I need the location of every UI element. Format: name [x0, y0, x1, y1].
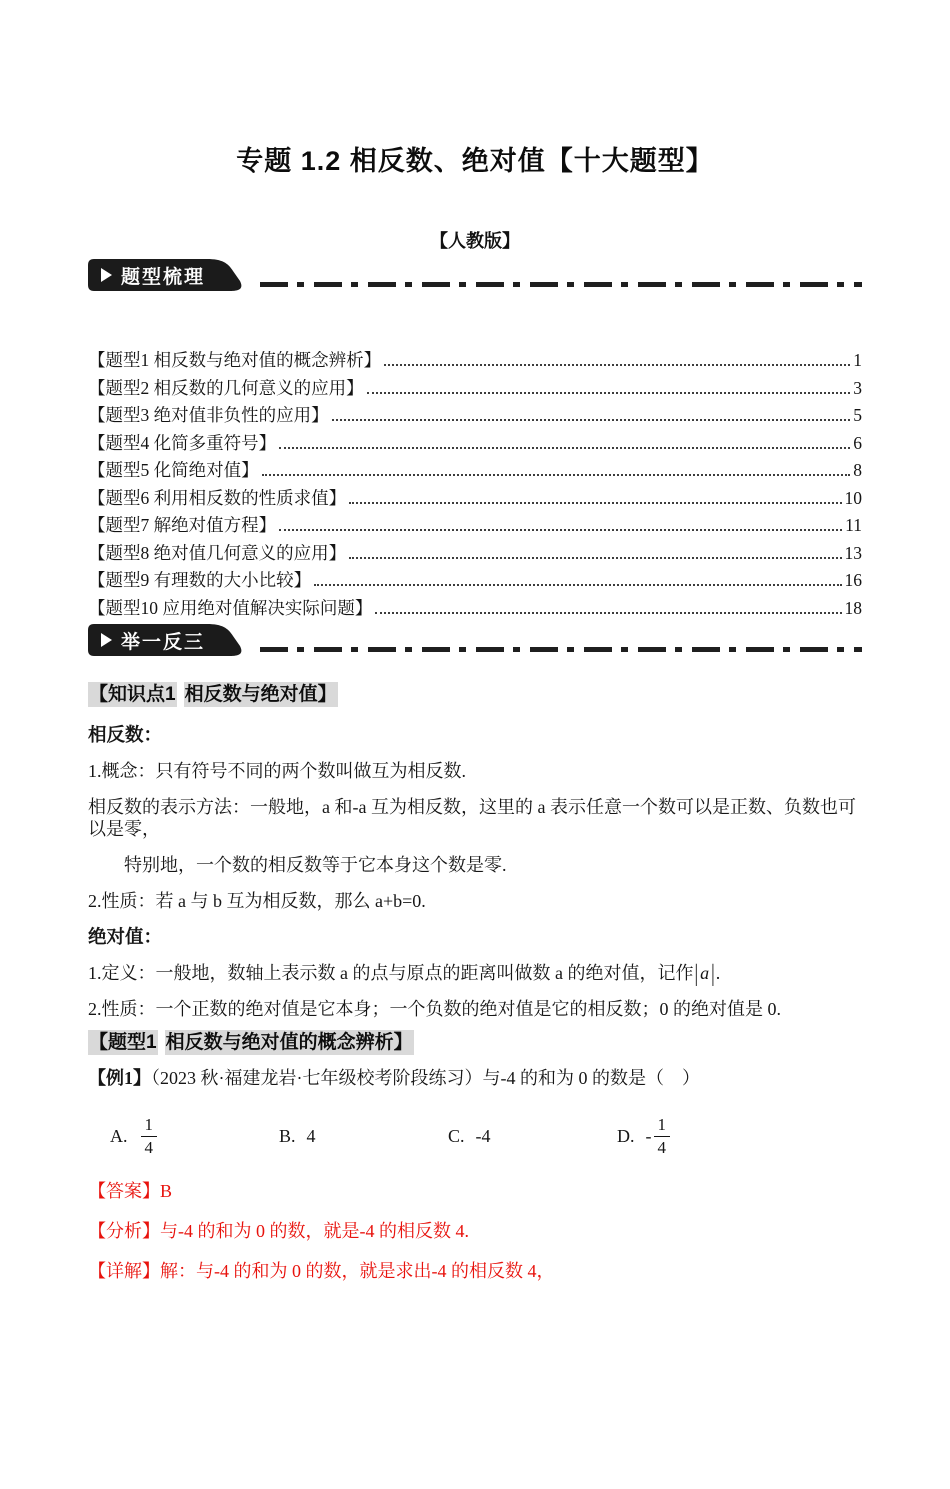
toc-entry-label: 【题型7 解绝对值方程】 — [88, 515, 277, 535]
option-d[interactable] — [617, 1116, 786, 1157]
toc-dot-leader — [314, 569, 841, 586]
option-sign: - — [645, 1125, 652, 1146]
analysis-line — [88, 1220, 862, 1242]
toc-page-number: 8 — [853, 460, 862, 480]
opposite-number-property: 2.性质：若 a 与 b 互为相反数，那么 a+b=0. — [88, 891, 426, 911]
fraction-value — [654, 1116, 671, 1157]
toc-dot-leader — [349, 542, 841, 559]
toc-dot-leader — [279, 514, 842, 531]
fraction-denominator: 4 — [657, 1137, 666, 1157]
abs-variable: a — [700, 963, 710, 983]
toc-page-number: 18 — [844, 597, 862, 618]
toc-page-number: 6 — [853, 432, 862, 453]
toc-entry-label: 【题型4 化简多重符号】 — [88, 432, 277, 453]
option-letter: B. — [279, 1125, 296, 1146]
toc-entry[interactable] — [88, 595, 862, 623]
example-question-text: （2023 秋·福建龙岩·七年级校考阶段练习）与-4 的和为 0 的数是（ ） — [151, 1068, 700, 1088]
page-title: 专题 1.2 相反数、绝对值【十大题型】 — [236, 146, 714, 176]
absolute-value-notation — [693, 959, 715, 987]
opposite-number-representation-cont: 特别地，一个数的相反数等于它本身这个数是零. — [124, 855, 507, 875]
analysis-text: 与-4 的和为 0 的数，就是-4 的相反数 4. — [160, 1221, 469, 1241]
fraction-value — [141, 1116, 158, 1157]
dash-dot-divider — [260, 647, 862, 652]
option-c[interactable] — [448, 1126, 617, 1147]
practice-banner-label: 举一反三 — [121, 631, 206, 653]
toc-page-number: 16 — [844, 570, 862, 590]
abs-bar-right: | — [711, 959, 715, 987]
opposite-number-title: 相反数： — [88, 724, 163, 745]
opposite-number-concept: 1.概念：只有符号不同的两个数叫做互为相反数. — [88, 761, 466, 781]
toc-entry-label: 【题型1 相反数与绝对值的概念辨析】 — [88, 350, 382, 370]
problem-type-heading — [88, 1030, 862, 1056]
detail-text: 解：与-4 的和为 0 的数，就是求出-4 的相反数 4， — [160, 1261, 555, 1281]
toc-dot-leader — [332, 404, 851, 421]
opposite-number-representation: 相反数的表示方法：一般地，a 和-a 互为相反数，这里的 a 表示任意一个数可以是正数、负数也可以是零， — [88, 797, 856, 839]
option-letter: D. — [617, 1125, 635, 1146]
option-a[interactable] — [110, 1116, 279, 1157]
practice-banner-row — [88, 624, 862, 656]
abs-def-period: . — [715, 963, 721, 983]
analysis-label: 【分析】 — [88, 1221, 160, 1241]
toc-entry[interactable] — [88, 485, 862, 513]
outline-banner-label: 题型梳理 — [121, 266, 206, 288]
knowledge-point-heading — [88, 682, 862, 708]
outline-banner-row — [88, 259, 862, 291]
absolute-value-definition — [88, 959, 862, 987]
toc-page-number: 1 — [853, 350, 862, 370]
toc-page-number: 13 — [844, 542, 862, 563]
knowledge-heading-part2: 相反数与绝对值】 — [184, 684, 337, 705]
document-page — [0, 145, 950, 1489]
toc-page-number: 3 — [853, 377, 862, 398]
toc-entry[interactable] — [88, 540, 862, 568]
edition-label: 【人教版】 — [430, 231, 520, 251]
answer-line — [88, 1180, 862, 1202]
example-label: 【例1】 — [88, 1068, 151, 1088]
dash-dot-divider — [260, 282, 862, 287]
play-triangle-icon — [101, 268, 112, 282]
play-triangle-icon — [101, 633, 112, 647]
toc-entry-label: 【题型6 利用相反数的性质求值】 — [88, 487, 347, 508]
example-question-line — [88, 1066, 862, 1090]
answer-options-row — [88, 1108, 862, 1164]
option-b[interactable] — [279, 1126, 448, 1147]
option-letter: A. — [110, 1125, 128, 1146]
toc-page-number: 10 — [844, 487, 862, 508]
toc-dot-leader — [279, 432, 850, 449]
abs-bar-left: | — [694, 959, 699, 987]
option-value: -4 — [475, 1125, 491, 1146]
toc-entry[interactable] — [88, 430, 862, 458]
toc-entry[interactable] — [88, 512, 862, 540]
type-heading-part1: 【题型1 — [89, 1032, 157, 1053]
toc-dot-leader — [349, 487, 841, 504]
answer-value: B — [160, 1181, 173, 1201]
toc-page-number: 11 — [845, 515, 862, 535]
option-letter: C. — [448, 1125, 465, 1146]
toc-entry-label: 【题型2 相反数的几何意义的应用】 — [88, 377, 364, 398]
toc-dot-leader — [384, 349, 850, 366]
fraction-denominator: 4 — [144, 1137, 153, 1157]
toc-dot-leader — [375, 597, 841, 614]
toc-dot-leader — [367, 377, 851, 394]
fraction-numerator: 1 — [141, 1116, 158, 1137]
toc-entry-label: 【题型3 绝对值非负性的应用】 — [88, 405, 329, 425]
toc-entry[interactable] — [88, 375, 862, 403]
absolute-value-title: 绝对值： — [88, 926, 163, 947]
toc-entry[interactable] — [88, 457, 862, 485]
absolute-value-property: 2.性质：一个正数的绝对值是它本身；一个负数的绝对值是它的相反数；0 的绝对值是 0. — [88, 999, 781, 1019]
detail-line — [88, 1260, 862, 1282]
fraction-numerator: 1 — [654, 1116, 671, 1137]
toc-entry[interactable] — [88, 347, 862, 375]
abs-def-text: 1.定义：一般地，数轴上表示数 a 的点与原点的距离叫做数 a 的绝对值，记作 — [88, 963, 694, 983]
toc-entry-label: 【题型8 绝对值几何意义的应用】 — [88, 542, 347, 563]
practice-banner — [88, 624, 246, 656]
type-heading-part2: 相反数与绝对值的概念辨析】 — [165, 1032, 413, 1053]
option-value: 4 — [306, 1125, 316, 1146]
knowledge-heading-part1: 【知识点1 — [89, 684, 176, 705]
table-of-contents — [88, 347, 862, 622]
toc-entry-label: 【题型5 化简绝对值】 — [88, 460, 259, 480]
answer-label: 【答案】 — [88, 1181, 160, 1201]
toc-entry[interactable] — [88, 567, 862, 595]
detail-label: 【详解】 — [88, 1261, 160, 1281]
toc-dot-leader — [262, 459, 851, 476]
outline-banner — [88, 259, 246, 291]
toc-entry-label: 【题型9 有理数的大小比较】 — [88, 570, 312, 590]
toc-entry[interactable] — [88, 402, 862, 430]
toc-entry-label: 【题型10 应用绝对值解决实际问题】 — [88, 597, 373, 618]
toc-page-number: 5 — [853, 405, 862, 425]
